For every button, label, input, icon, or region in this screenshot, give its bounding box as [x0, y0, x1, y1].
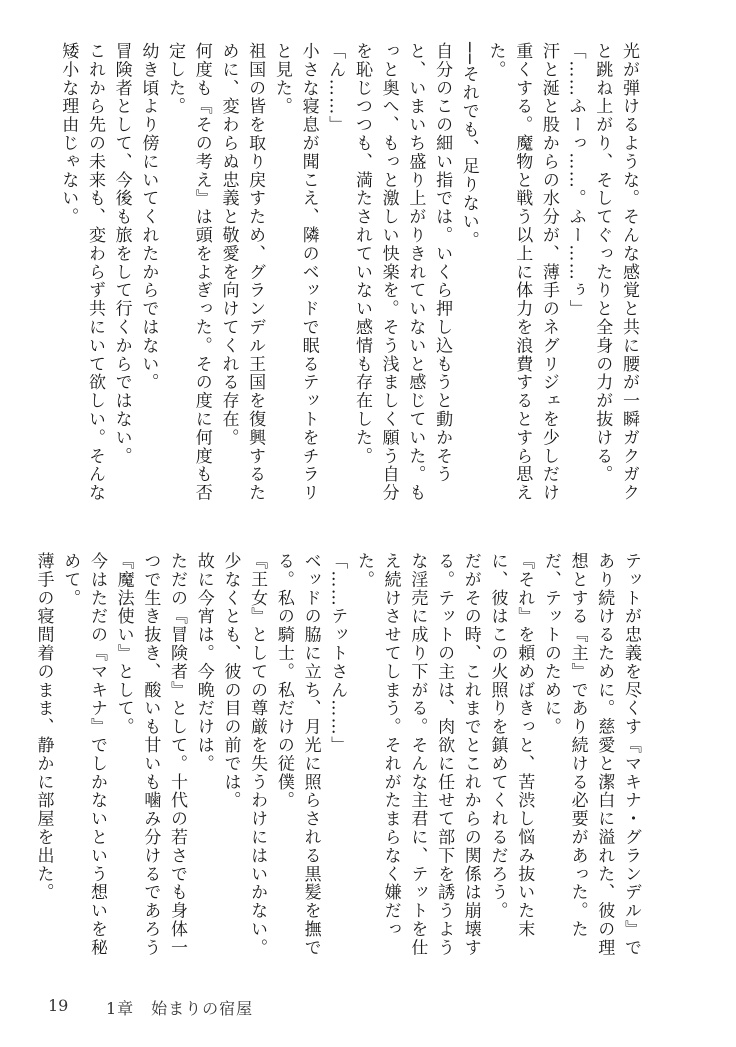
paragraph: これから先の未来も、変わらず共にいて欲しい。そんな矮小な理由じゃない。 [58, 42, 105, 502]
paragraph: 冒険者として、今後も旅をして行くからではない。 [111, 42, 132, 466]
text-block-upper [56, 42, 642, 504]
paragraph: テットが忠義を尽くす『マキナ・グランデル』であり続けるために。慈愛と潔白に溢れた、彼の理想とする『主』であり続ける必要があった。ただ、テットのために。 [540, 552, 641, 957]
paragraph: 今はただの『マキナ』でしかないという想いを秘めて。 [60, 552, 107, 957]
paragraph: 幼き頃より傍にいてくれたからではない。 [138, 42, 159, 392]
paragraph: 『王女』としての尊厳を失うわけにはいかない。少なくとも、彼の目の前では。 [220, 552, 268, 957]
paragraph: 『それ』を頼めばきっと、苦渋し悩み抜いた末に、彼はこの火照りを鎮めてくれるだろう。 [487, 552, 535, 939]
page-number: 19 [48, 996, 69, 1015]
paragraph: 小さな寝息が聞こえ、隣のベッドで眠るテットをチラリと見た。 [271, 42, 319, 502]
paragraph: 「……テットさん……」 [327, 552, 348, 755]
paragraph: 「ん……」 [325, 42, 346, 134]
paragraph: 汗と涎と股からの水分が、薄手のネグリジェを少しだけ重くする。魔物と戦う以上に体力を浪費するとすら思えた。 [485, 42, 559, 502]
paragraph: だがその時、これまでとこれからの関係は崩壊する。テットの主は、肉欲に任せて部下を誘うような淫売に成り下がる。そんな主君に、テットを仕え続けさせてしまう。それがたまらなく嫌だった。 [353, 552, 481, 957]
paragraph: ──それでも、足りない。 [458, 42, 479, 250]
paragraph: 自分のこの細い指では。いくら押し込もうと動かそうと、いまいち盛り上がりきれていないと感じていた。もっと奥へ、もっと激しい快楽を。そう浅ましく願う自分を恥じつつも、満たされていない感情も存在した。 [351, 42, 453, 502]
paragraph: 何度も『その考え』は頭をよぎった。その度に何度も否定した。 [165, 42, 212, 502]
paragraph: 故に今宵は。今晩だけは。 [193, 552, 214, 773]
paragraph: 祖国の皆を取り戻すため、グランデル王国を復興するために、変わらぬ忠義と敬愛を向けてくれる存在。 [218, 42, 266, 502]
paragraph: ベッドの脇に立ち、月光に照らされる黒髪を撫でる。私の騎士。私だけの従僕。 [273, 552, 321, 957]
text-block-lower [33, 552, 644, 970]
paragraph: ただの『冒険者』として。十代の若さでも身体一つで生き抜き、酸いも甘いも噛み分けるであろう『魔法使い』として。 [113, 552, 188, 957]
paragraph: 「……ふーっ……。ふー……ぅ」 [565, 42, 586, 318]
paragraph: 薄手の寝間着のまま、静かに部屋を出た。 [33, 552, 54, 902]
paragraph: 光が弾けるような。そんな感覚と共に腰が一瞬ガクガクと跳ね上がり、そしてぐったりと全身の力が抜ける。 [592, 42, 639, 502]
chapter-title: 1章 始まりの宿屋 [106, 999, 254, 1018]
